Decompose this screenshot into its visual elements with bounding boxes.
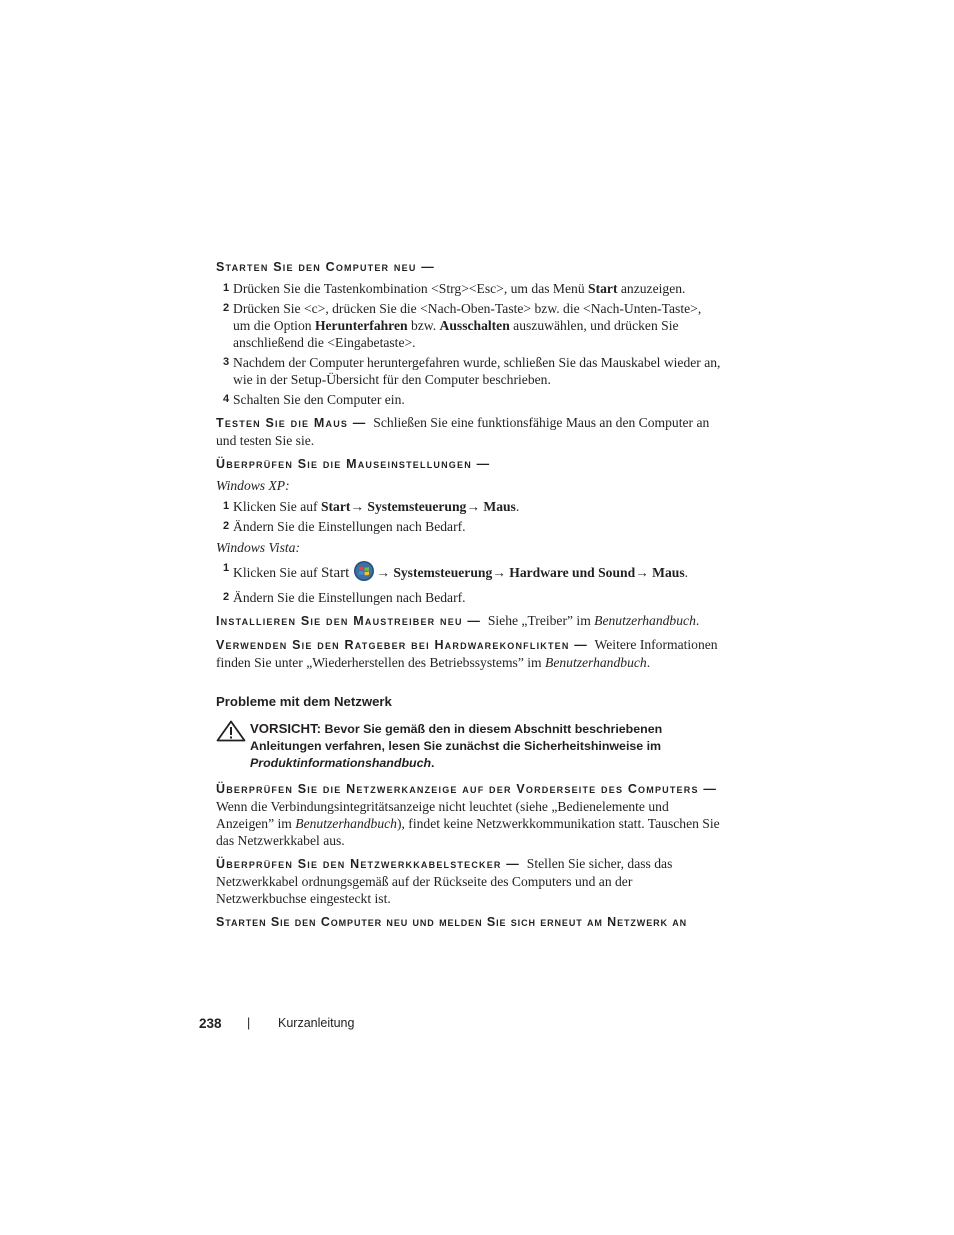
network-cable-heading: Überprüfen Sie den Netzwerkkabelstecker — — [216, 857, 520, 871]
relogin-heading-block — [216, 913, 721, 931]
list-item: 3 Nachdem der Computer heruntergefahren wurde, schließen Sie das Mauskabel wieder an, wie in der Setup-Übersicht für den Computer beschrieben. — [223, 355, 721, 387]
list-item: 4 Schalten Sie den Computer ein. — [223, 392, 405, 407]
windows-start-icon — [353, 560, 375, 586]
test-mouse-heading: Testen Sie die Maus — — [216, 416, 367, 430]
list-item: 2 Ändern Sie die Einstellungen nach Bedarf. — [223, 590, 466, 605]
restart-heading: Starten Sie den Computer neu — — [216, 260, 435, 274]
restart-steps — [216, 280, 721, 408]
install-driver-heading: Installieren Sie den Maustreiber neu — — [216, 614, 482, 628]
footer-title: Kurzanleitung — [278, 1016, 355, 1030]
test-mouse-paragraph: Testen Sie die Maus — Schließen Sie eine funktionsfähige Maus an den Computer an und testen Sie sie. — [216, 415, 710, 448]
vista-steps — [216, 560, 721, 606]
windows-vista-label: Windows Vista: — [216, 540, 300, 555]
list-item: 2 Ändern Sie die Einstellungen nach Bedarf. — [223, 519, 466, 534]
footer-separator: | — [247, 1016, 251, 1030]
caution-label: VORSICHT: — [250, 721, 322, 736]
xp-steps — [216, 498, 721, 535]
windows-xp-label: Windows XP: — [216, 478, 290, 493]
list-item: 2 Drücken Sie <c>, drücken Sie die <Nach-Oben-Taste> bzw. die <Nach-Unten-Taste>, um die Option Herunterfahren bzw. Ausschalten auszuwählen, und drücken Sie anschließend die <Eingabetaste>. — [223, 301, 702, 350]
network-indicator-paragraph: Überprüfen Sie die Netzwerkanzeige auf der Vorderseite des Computers — Wenn die Verbindungsintegritätsanzeige nicht leuchtet (siehe „Bedienelemente und Anzeigen” im Benutzerhandbuch), findet keine Netzwerkkommunikation statt. Tauschen Sie das Netzwerkkabel aus. — [216, 782, 720, 848]
install-driver-paragraph: Installieren Sie den Maustreiber neu — Siehe „Treiber” im Benutzerhandbuch. — [216, 613, 700, 628]
check-settings-heading-block — [216, 455, 721, 473]
page-content — [216, 258, 721, 931]
caution-note: VORSICHT: Bevor Sie gemäß den in diesem Abschnitt beschriebenen Anleitungen verfahren, lesen Sie zunächst die Sicherheitshinweise im Produktinformationshandbuch. — [216, 720, 721, 772]
restart-heading-block — [216, 258, 721, 276]
list-item: 1 Drücken Sie die Tastenkombination <Strg><Esc>, um das Menü Start anzuzeigen. — [223, 281, 686, 296]
page-number: 238 — [199, 1016, 222, 1031]
list-item: 1 Klicken Sie auf Start→ Systemsteuerung→ Maus. — [223, 499, 520, 514]
list-item: 1 Klicken Sie auf Start → Systemsteuerung→ Hardware und Sound→ Maus. — [216, 560, 721, 586]
check-settings-heading: Überprüfen Sie die Mauseinstellungen — — [216, 457, 491, 471]
relogin-heading: Starten Sie den Computer neu und melden Sie sich erneut am Netzwerk an — [216, 915, 688, 929]
network-indicator-heading: Überprüfen Sie die Netzwerkanzeige auf der Vorderseite des Computers — — [216, 782, 718, 796]
network-section-title: Probleme mit dem Netzwerk — [216, 694, 392, 709]
troubleshooter-heading: Verwenden Sie den Ratgeber bei Hardwarekonflikten — — [216, 638, 588, 652]
network-cable-paragraph: Überprüfen Sie den Netzwerkkabelstecker — Stellen Sie sicher, dass das Netzwerkkabel ordnungsgemäß auf der Rückseite des Computers und an der Netzwerkbuchse eingesteckt ist. — [216, 856, 673, 906]
troubleshooter-paragraph: Verwenden Sie den Ratgeber bei Hardwarekonflikten — Weitere Informationen finden Sie unter „Wiederherstellen des Betriebssystems” im Benutzerhandbuch. — [216, 637, 718, 670]
warning-triangle-icon — [216, 720, 246, 747]
